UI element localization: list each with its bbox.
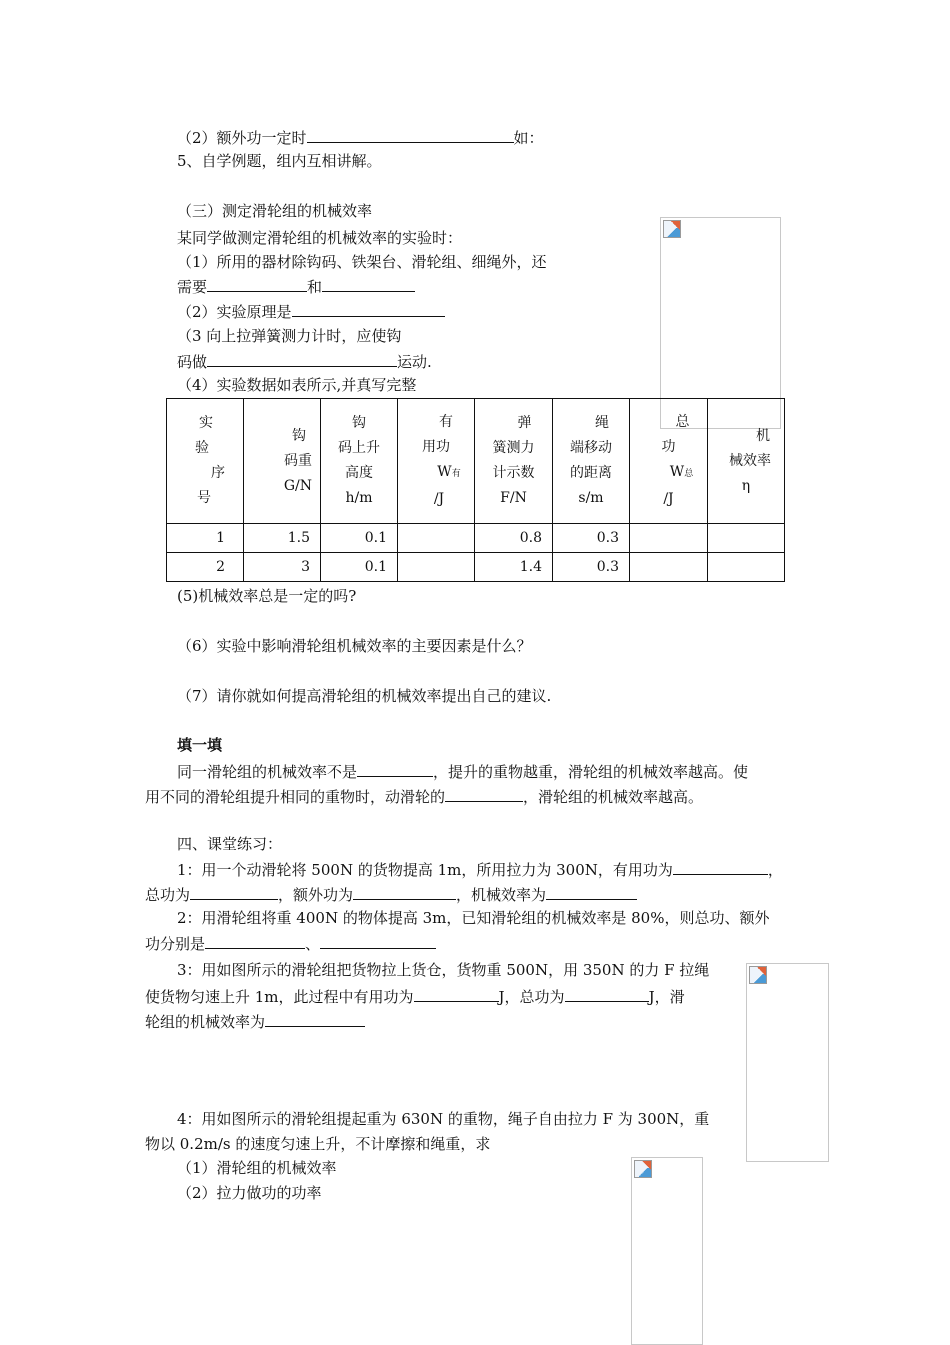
exercise-4-question-2: （2）拉力做功的功率 [177, 1184, 322, 1202]
cell-efficiency[interactable] [708, 524, 785, 553]
cell-total-work[interactable] [630, 553, 708, 582]
cell-weight: 1.5 [244, 524, 321, 553]
exercise-1-line-1 [177, 859, 783, 880]
exercise-3-figure-image [746, 963, 829, 1162]
text: ， [767, 861, 783, 879]
principle-line [177, 301, 445, 322]
exercise-3-line-1: 3：用如图所示的滑轮组把货物拉上货仓，货物重 500N，用 350N 的力 F 拉绳 [177, 961, 710, 979]
answer-blank[interactable] [292, 301, 445, 317]
cell-weight: 3 [244, 553, 321, 582]
text: ，提升的重物越重，滑轮组的机械效率越高。使 [433, 763, 749, 781]
equipment-question: （1）所用的器材除钩码、铁架台、滑轮组、细绳外，还 [177, 253, 547, 271]
text: 总功为 [145, 886, 191, 904]
text: J，滑 [648, 988, 685, 1006]
text: 码做 [177, 353, 208, 371]
table-intro: （4）实验数据如表所示,并真写完整 [177, 376, 417, 394]
answer-blank[interactable] [546, 884, 637, 900]
exercise-4-line-1: 4：用如图所示的滑轮组提起重为 630N 的重物，绳子自由拉力 F 为 300N，重 [177, 1110, 710, 1128]
text: 使货物匀速上升 1m，此过程中有用功为 [145, 988, 414, 1006]
cell-trial: 2 [167, 553, 244, 582]
text: ，额外功为 [278, 886, 354, 904]
exercise-3-line-2 [145, 986, 685, 1007]
broken-image-icon [749, 966, 767, 984]
answer-blank[interactable] [207, 276, 307, 292]
text: （2）实验原理是 [177, 303, 292, 321]
exercise-4-line-2: 物以 0.2m/s 的速度匀速上升，不计摩擦和绳重，求 [145, 1135, 491, 1153]
cell-height: 0.1 [321, 553, 398, 582]
cell-force: 0.8 [475, 524, 553, 553]
broken-image-icon [663, 220, 681, 238]
cell-total-work[interactable] [630, 524, 708, 553]
answer-blank[interactable] [322, 276, 415, 292]
answer-blank[interactable] [320, 933, 436, 949]
cell-useful-work[interactable] [398, 553, 475, 582]
answer-blank[interactable] [357, 761, 433, 777]
table-row [167, 524, 785, 553]
exercise-2-line-2 [145, 933, 436, 954]
question-7: （7）请你就如何提高滑轮组的机械效率提出自己的建议. [177, 687, 552, 705]
text: 用不同的滑轮组提升相同的重物时，动滑轮的 [145, 788, 446, 806]
question-5: (5)机械效率总是一定的吗? [177, 587, 357, 605]
text: 轮组的机械效率为 [145, 1013, 266, 1031]
answer-blank[interactable] [207, 351, 397, 367]
answer-blank[interactable] [307, 127, 514, 143]
section-title-pulley-efficiency: （三）测定滑轮组的机械效率 [177, 202, 373, 220]
answer-blank[interactable] [353, 884, 456, 900]
text: （2）额外功一定时 [177, 129, 307, 147]
pull-question: （3 向上拉弹簧测力计时，应使钩 [177, 327, 402, 345]
answer-blank[interactable] [445, 786, 523, 802]
fill-in-title: 填一填 [177, 736, 223, 754]
motion-blank-line [177, 351, 432, 372]
cell-distance: 0.3 [553, 553, 630, 582]
answer-blank[interactable] [190, 884, 278, 900]
answer-blank[interactable] [414, 986, 499, 1002]
text: 和 [307, 278, 323, 296]
text: 同一滑轮组的机械效率不是 [177, 763, 358, 781]
exercise-3-line-3 [145, 1011, 365, 1032]
equipment-blanks-line [177, 276, 415, 297]
cell-height: 0.1 [321, 524, 398, 553]
fill-in-line-1 [177, 761, 748, 782]
exercise-2-line-1: 2：用滑轮组将重 400N 的物体提高 3m，已知滑轮组的机械效率是 80%，则总功、额外 [177, 909, 770, 927]
exercise-4-question-1: （1）滑轮组的机械效率 [177, 1159, 337, 1177]
cell-efficiency[interactable] [708, 553, 785, 582]
question-6: （6）实验中影响滑轮组机械效率的主要因素是什么？ [177, 637, 532, 655]
header-hook-weight: 钩 码重 G/N [244, 399, 321, 524]
answer-blank[interactable] [673, 859, 768, 875]
header-useful-work: 有 用功 W有 /J [398, 399, 475, 524]
text: 1：用一个动滑轮将 500N 的货物提高 1m，所用拉力为 300N，有用功为 [177, 861, 673, 879]
text: 运动. [397, 353, 432, 371]
broken-image-icon [634, 1160, 652, 1178]
answer-blank[interactable] [265, 1011, 365, 1027]
text: 、 [305, 935, 321, 953]
text: 需要 [177, 278, 208, 296]
table-row [167, 553, 785, 582]
exercise-1-line-2 [145, 884, 637, 905]
text: ，机械效率为 [456, 886, 547, 904]
text: ，滑轮组的机械效率越高。 [523, 788, 704, 806]
cell-trial: 1 [167, 524, 244, 553]
header-spring-scale: 弹 簧测力 计示数 F/N [475, 399, 553, 524]
fill-in-line-2 [145, 786, 703, 807]
header-trial-number: 实 验 序 号 [167, 399, 244, 524]
text: 功分别是 [145, 935, 206, 953]
experiment-data-table [166, 398, 785, 582]
cell-useful-work[interactable] [398, 524, 475, 553]
exercise-4-figure-image [631, 1157, 703, 1345]
answer-blank[interactable] [205, 933, 305, 949]
text: 如： [513, 129, 544, 147]
header-total-work: 总 功 W总 /J [630, 399, 708, 524]
header-lift-height: 钩 码上升 高度 h/m [321, 399, 398, 524]
table-header-row [167, 399, 785, 524]
answer-blank[interactable] [565, 986, 649, 1002]
header-efficiency: 机 械效率 η [708, 399, 785, 524]
extra-work-line [177, 127, 544, 148]
text: J，总功为 [498, 988, 565, 1006]
cell-force: 1.4 [475, 553, 553, 582]
header-rope-distance: 绳 端移动 的距离 s/m [553, 399, 630, 524]
practice-title: 四、课堂练习： [177, 835, 283, 853]
cell-distance: 0.3 [553, 524, 630, 553]
experiment-intro: 某同学做测定滑轮组的机械效率的实验时： [177, 229, 463, 247]
self-study-line: 5、自学例题，组内互相讲解。 [177, 152, 382, 170]
